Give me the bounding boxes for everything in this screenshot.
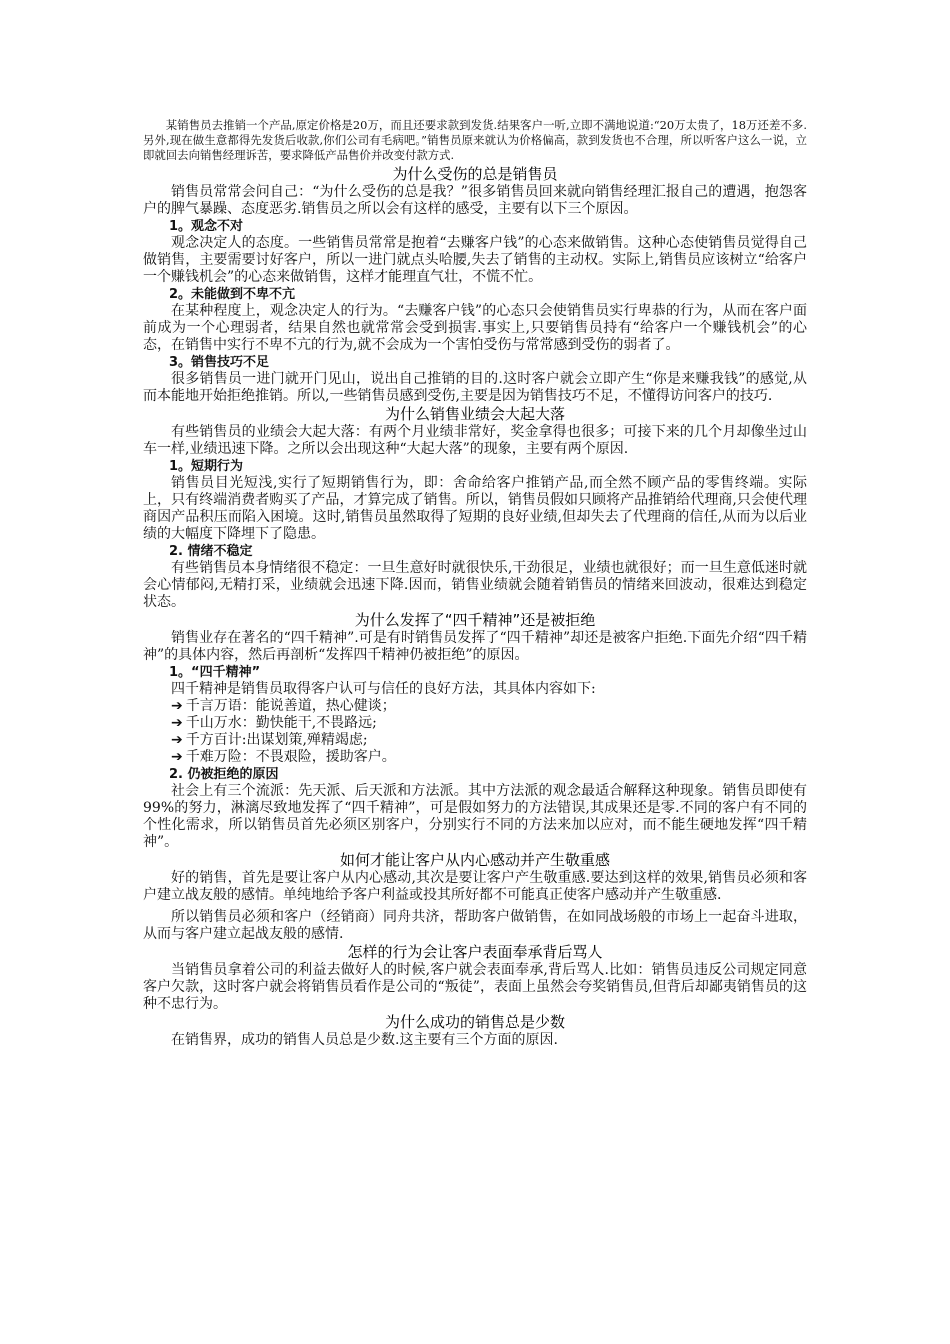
arrow-right-icon: ➔ xyxy=(171,749,183,765)
section-1-paragraph: 销售员常常会问自己：“为什么受伤的总是我？”很多销售员回来就向销售经理汇报自己的遭遇，抱怨客户的脾气暴躁、态度恶劣.销售员之所以会有这样的感受，主要有以下三个原因。 xyxy=(143,184,807,217)
section-2-sub-1-text: 销售员目光短浅,实行了短期销售行为，即：舍命给客户推销产品,而全然不顾产品的零售终端。实际上，只有终端消费者购买了产品，才算完成了销售。所以，销售员假如只顾将产品推销给代理商,只会使代理商因产品积压而陷入困境。这时,销售员虽然取得了短期的良好业绩,但却失去了代理商的信任,从而为以后业绩的大幅度下降埋下了隐患。 xyxy=(143,475,807,542)
arrow-right-icon: ➔ xyxy=(171,698,183,714)
section-2-sub-1-heading: 1。短期行为 xyxy=(169,459,244,474)
list-item: ➔ 千方百计:出谋划策,殚精竭虑; xyxy=(171,732,368,748)
section-3-sub-2-text: 社会上有三个流派：先天派、后天派和方法派。其中方法派的观念最适合解释这种现象。销售员即使有99%的努力，淋漓尽致地发挥了“四千精神”，可是假如努力的方法错误,其成果还是零.不同的客户有不同的个性化需求，所以销售员首先必须区别客户，分别实行不同的方法来加以应对，而不能生硬地发挥“四千精神”。 xyxy=(143,783,807,850)
section-1-sub-2-text: 在某种程度上，观念决定人的行为。“去赚客户钱”的心态只会使销售员实行卑恭的行为，从而在客户面前成为一个心理弱者，结果自然也就常常会受到损害.事实上,只要销售员持有“给客户一个赚钱机会”的心态，在销售中实行不卑不亢的行为,就不会成为一个害怕受伤与常常感到受伤的弱者了。 xyxy=(143,303,807,353)
list-item: ➔ 千难万险：不畏艰险，援助客户。 xyxy=(171,749,396,765)
section-title-2: 为什么销售业绩会大起大落 xyxy=(384,405,565,423)
section-4-paragraph-2: 所以销售员必须和客户（经销商）同舟共济，帮助客户做销售，在如同战场般的市场上一起奋斗进取，从而与客户建立起战友般的感情. xyxy=(143,909,807,942)
section-title-5: 怎样的行为会让客户表面奉承背后骂人 xyxy=(347,943,603,961)
section-5-paragraph: 当销售员拿着公司的利益去做好人的时候,客户就会表面奉承,背后骂人.比如：销售员违反公司规定同意客户欠款，这时客户就会将销售员看作是公司的“叛徒”，表面上虽然会夸奖销售员,但背后却鄙夷销售员的这种不忠行为。 xyxy=(143,962,807,1012)
section-title-3: 为什么发挥了“四千精神”还是被拒绝 xyxy=(354,611,596,629)
section-3-sub-2-heading: 2. 仍被拒绝的原因 xyxy=(169,767,279,782)
section-title-6: 为什么成功的销售总是少数 xyxy=(384,1013,565,1031)
intro-paragraph: 某销售员去推销一个产品,原定价格是20万，而且还要求款到发货.结果客户一听,立即不满地说道:“20万太贵了，18万还差不多.另外,现在做生意都得先发货后收款,你们公司有毛病吧。”销售员原来就认为价格偏高，款到发货也不合理，所以听客户这么一说，立即就回去向销售经理诉苦，要求降低产品售价并改变付款方式. xyxy=(143,118,807,162)
arrow-right-icon: ➔ xyxy=(171,715,183,731)
document-page xyxy=(143,118,807,1049)
section-6-paragraph: 在销售界，成功的销售人员总是少数.这主要有三个方面的原因. xyxy=(171,1032,558,1048)
arrow-right-icon: ➔ xyxy=(171,732,183,748)
section-2-sub-2-heading: 2. 情绪不稳定 xyxy=(169,544,253,559)
section-4-paragraph-1: 好的销售，首先是要让客户从内心感动,其次是要让客户产生敬重感.要达到这样的效果,销售员必须和客户建立战友般的感情。单纯地给予客户利益或投其所好都不可能真正使客户感动并产生敬重感. xyxy=(143,870,807,903)
section-1-sub-2-heading: 2。未能做到不卑不亢 xyxy=(169,287,296,302)
section-2-paragraph: 有些销售员的业绩会大起大落：有两个月业绩非常好，奖金拿得也很多；可接下来的几个月却像坐过山车一样,业绩迅速下降。之所以会出现这种“大起大落”的现象，主要有两个原因. xyxy=(143,424,807,457)
list-item: ➔ 千山万水：勤快能干,不畏路远; xyxy=(171,715,377,731)
section-1-sub-1-text: 观念决定人的态度。一些销售员常常是抱着“去赚客户钱”的心态来做销售。这种心态使销售员觉得自己做销售，主要需要讨好客户，所以一进门就点头哈腰,失去了销售的主动权。实际上,销售员应该树立“给客户一个赚钱机会”的心态来做销售，这样才能理直气壮，不慌不忙。 xyxy=(143,235,807,285)
section-3-sub-1-text: 四千精神是销售员取得客户认可与信任的良好方法，其具体内容如下: xyxy=(171,681,596,697)
section-title-4: 如何才能让客户从内心感动并产生敬重感 xyxy=(339,851,610,869)
four-thousand-list xyxy=(143,698,807,766)
section-2-sub-2-text: 有些销售员本身情绪很不稳定：一旦生意好时就很快乐,干劲很足，业绩也就很好；而一旦生意低迷时就会心情郁闷,无精打采，业绩就会迅速下降.因而，销售业绩就会随着销售员的情绪来回波动，很难达到稳定状态。 xyxy=(143,560,807,610)
section-1-sub-3-text: 很多销售员一进门就开门见山，说出自己推销的目的.这时客户就会立即产生“你是来赚我钱”的感觉,从而本能地开始拒绝推销。所以,一些销售员感到受伤,主要是因为销售技巧不足，不懂得访问客户的技巧. xyxy=(143,371,807,404)
section-3-sub-1-heading: 1。“四千精神” xyxy=(169,665,261,680)
section-1-sub-3-heading: 3。销售技巧不足 xyxy=(169,355,270,370)
list-item: ➔ 千言万语：能说善道，热心健谈； xyxy=(171,698,396,714)
section-1-sub-1-heading: 1。观念不对 xyxy=(169,219,244,234)
section-title-1: 为什么受伤的总是销售员 xyxy=(392,165,558,183)
section-3-paragraph: 销售业存在著名的“四千精神”.可是有时销售员发挥了“四千精神”却还是被客户拒绝.下面先介绍“四千精神”的具体内容，然后再剖析“发挥四千精神仍被拒绝”的原因。 xyxy=(143,630,807,663)
